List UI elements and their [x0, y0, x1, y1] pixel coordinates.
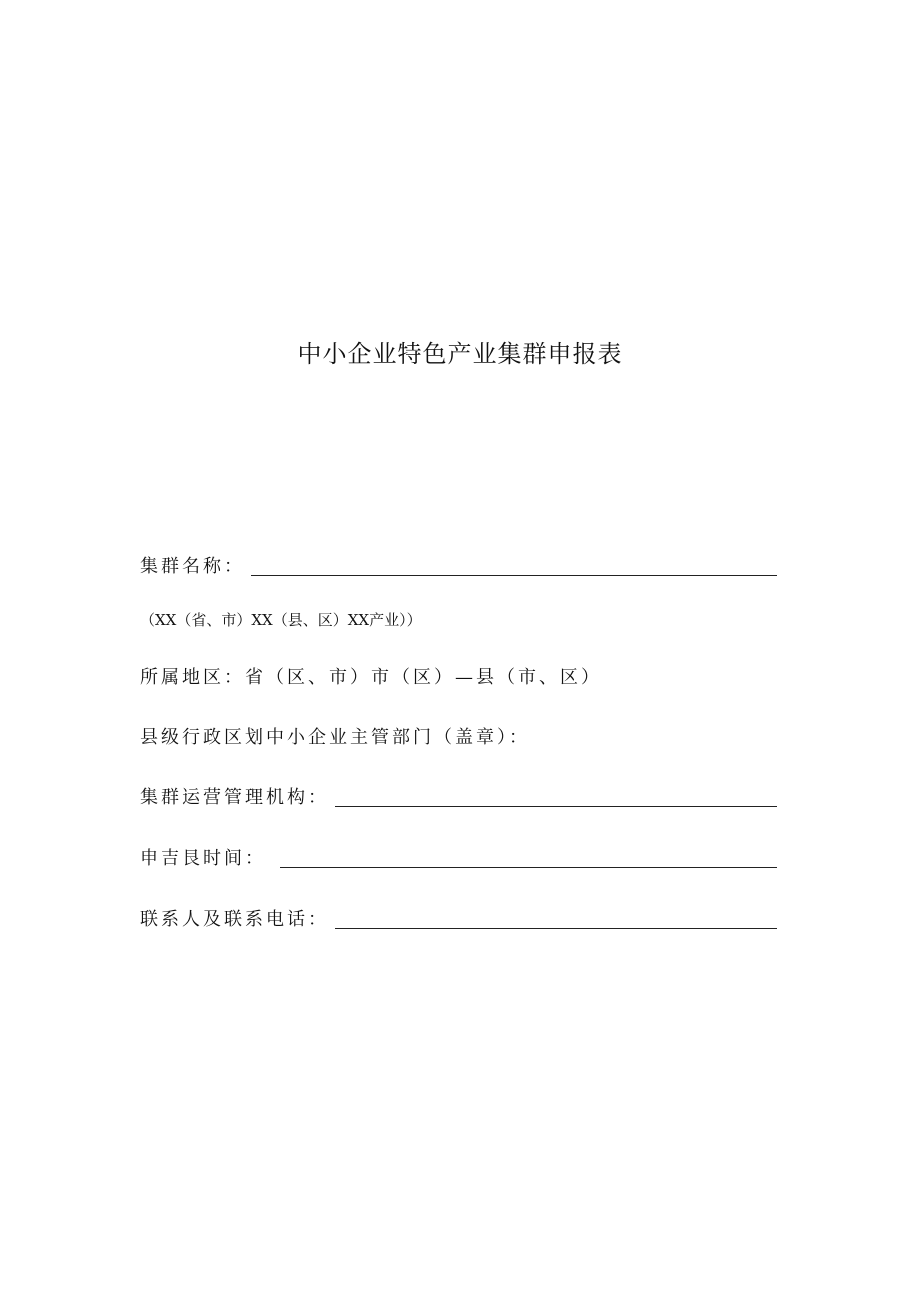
cluster-name-label: 集群名称： [140, 556, 245, 577]
apply-time-field[interactable] [280, 849, 777, 868]
operator-field[interactable] [335, 788, 777, 807]
operator-label: 集群运营管理机构： [140, 787, 329, 808]
dept-row [140, 720, 530, 750]
region-row [140, 660, 602, 690]
apply-time-row [140, 841, 777, 871]
page-title: 中小企业特色产业集群申报表 [297, 340, 623, 368]
cluster-name-row [140, 549, 777, 579]
cluster-name-hint: （XX（省、市）XX（县、区）XX产业）） [140, 611, 422, 629]
apply-time-label: 申吉艮时间： [140, 848, 266, 869]
contact-label: 联系人及联系电话： [140, 909, 329, 930]
cluster-name-field[interactable] [251, 557, 777, 576]
dept-label: 县级行政区划中小企业主管部门（盖章）： [140, 727, 530, 748]
operator-row [140, 780, 777, 810]
region-text: 所属地区：省（区、市）市（区）—县（市、区） [140, 667, 602, 688]
contact-row [140, 902, 777, 932]
contact-field[interactable] [335, 910, 777, 929]
